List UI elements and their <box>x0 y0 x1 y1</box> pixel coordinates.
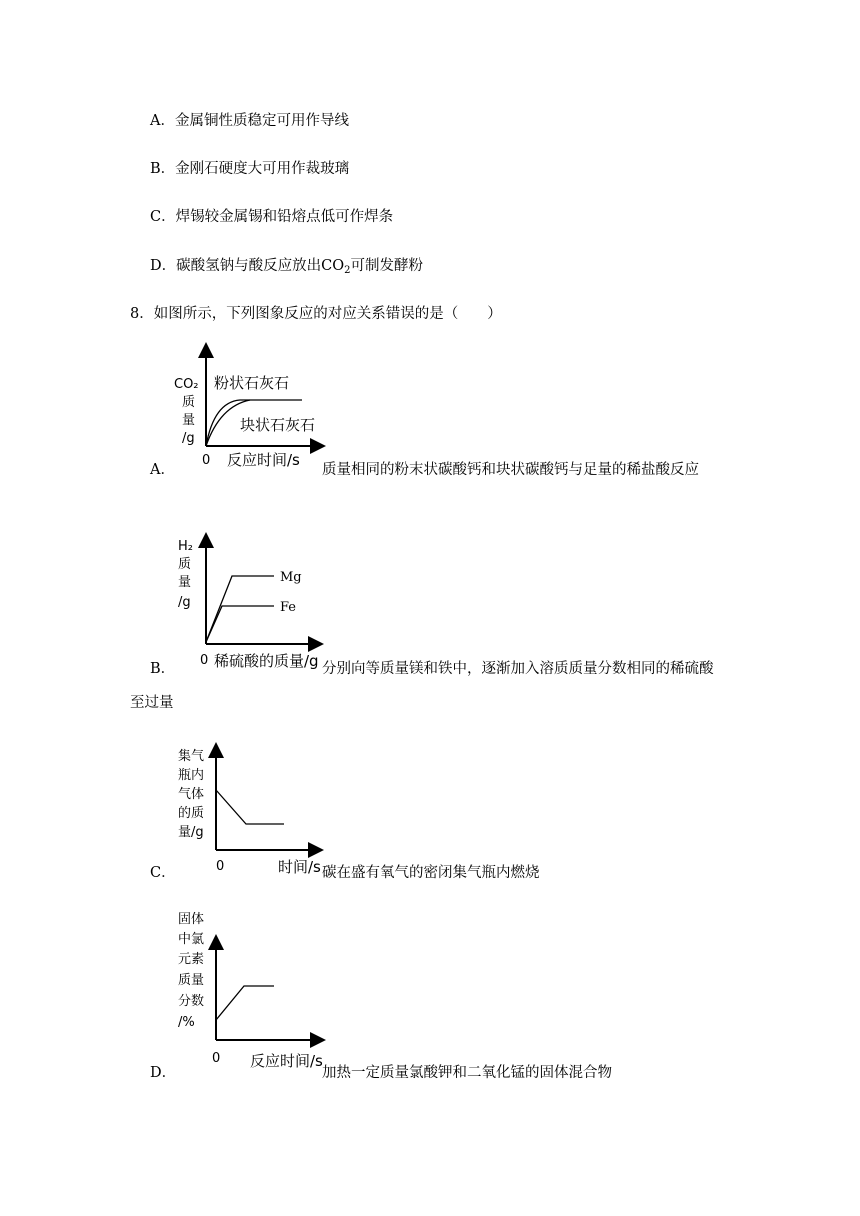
y-label: 质量 <box>178 973 205 988</box>
y-label: /g <box>182 431 195 446</box>
q8-option-b-key: B． <box>150 661 176 677</box>
q7-option-a: A．金属铜性质稳定可用作导线 <box>150 113 349 129</box>
y-label: 量/g <box>178 825 204 840</box>
y-label: 质 <box>178 557 192 572</box>
curve-label-lump: 块状石灰石 <box>240 416 316 434</box>
q7-option-c: C．焊锡较金属锡和铅熔点低可作焊条 <box>150 209 394 225</box>
q8-option-a-text: 质量相同的粉末状碳酸钙和块状碳酸钙与足量的稀盐酸反应 <box>322 462 699 478</box>
q7-option-d: D．碳酸氢钠与酸反应放出$CO_2$可制发酵粉 <box>150 258 423 276</box>
origin-label: 0 <box>216 859 225 874</box>
line-fe <box>206 606 274 642</box>
line-gas-mass <box>216 790 284 824</box>
x-label: 反应时间/s <box>250 1052 323 1070</box>
y-label: H₂ <box>178 539 193 554</box>
y-label: 气体 <box>178 787 205 802</box>
x-label: 时间/s <box>278 858 321 876</box>
y-label: 量 <box>178 575 192 590</box>
curve-label-fe: Fe <box>280 600 297 615</box>
q8-option-b-text-continued: 至过量 <box>130 695 174 711</box>
y-label: 量 <box>182 413 196 428</box>
origin-label: 0 <box>212 1051 221 1066</box>
q8-stem: 8．如图所示，下列图象反应的对应关系错误的是（ ） <box>130 306 502 322</box>
curve-label-powder: 粉状石灰石 <box>214 374 290 392</box>
q7-option-b: B．金刚石硬度大可用作裁玻璃 <box>150 161 350 177</box>
graph-a <box>170 342 330 472</box>
y-label: /% <box>178 1015 195 1030</box>
y-label: 瓶内 <box>178 768 205 783</box>
origin-label: 0 <box>200 653 209 668</box>
y-label: 分数 <box>178 994 205 1009</box>
graph-c <box>170 742 330 882</box>
y-label: 元素 <box>178 952 205 967</box>
q8-option-c-key: C． <box>150 865 176 881</box>
x-label: 反应时间/s <box>227 451 300 469</box>
q8-option-c-text: 碳在盛有氧气的密闭集气瓶内燃烧 <box>322 865 540 881</box>
line-cl-fraction <box>216 986 274 1020</box>
y-label: 中氯 <box>178 932 205 947</box>
q8-option-d-text: 加热一定质量氯酸钾和二氧化锰的固体混合物 <box>322 1065 612 1081</box>
origin-label: 0 <box>202 453 211 468</box>
y-label: 的质 <box>178 806 205 821</box>
y-label: /g <box>178 595 191 610</box>
y-label: CO₂ <box>174 377 199 392</box>
line-mg <box>206 576 274 642</box>
curve-label-mg: Mg <box>280 570 302 585</box>
q8-option-a-key: A． <box>150 462 175 478</box>
graph-b <box>170 534 325 674</box>
y-label: 固体 <box>178 912 205 927</box>
x-label: 稀硫酸的质量/g <box>214 652 319 670</box>
y-label: 集气 <box>178 749 205 764</box>
y-label: 质 <box>182 395 196 410</box>
graph-d <box>170 908 340 1078</box>
q8-option-b-text: 分别向等质量镁和铁中，逐渐加入溶质质量分数相同的稀硫酸 <box>322 661 714 677</box>
q8-option-d-key: D． <box>150 1065 177 1081</box>
